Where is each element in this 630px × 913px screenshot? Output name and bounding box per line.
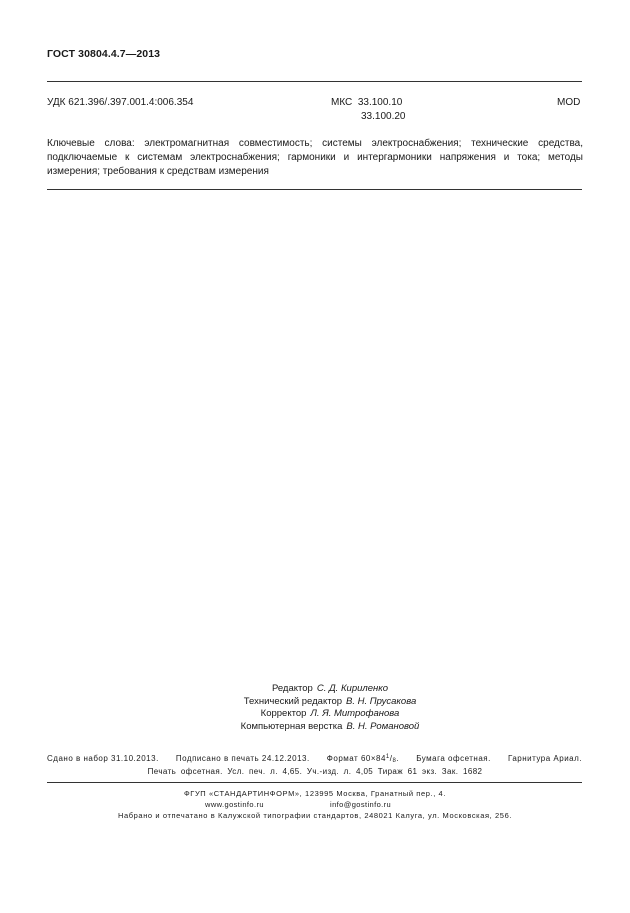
divider <box>47 81 582 82</box>
mks-code-1 <box>331 97 402 108</box>
udk-code: УДК 621.396/.397.001.4:006.354 <box>47 97 194 108</box>
mks-label: МКС <box>331 97 353 108</box>
editor-name: В. Н. Прусакова <box>346 695 417 707</box>
sent-date: Сдано в набор 31.10.2013. <box>47 754 159 763</box>
editor-role: Редактор <box>271 683 313 694</box>
format-sup: 1 <box>385 754 390 760</box>
publication-info-line-2: Печать офсетная. Усл. печ. л. 4,65. Уч.-изд. л. 4,05 Тираж 61 экз. Зак. 1682 <box>147 767 483 776</box>
editor-line <box>30 721 630 734</box>
paper: Бумага офсетная. <box>416 754 491 763</box>
editor-role: Компьютерная верстка <box>240 720 343 732</box>
format: Формат $60\times 84^1/8$. <box>326 754 400 764</box>
format-sub: 8 <box>392 758 397 764</box>
mks-code-2: 33.100.20 <box>361 111 406 122</box>
typeface: Гарнитура Ариал. <box>507 754 582 763</box>
publisher-address: ФГУП «СТАНДАРТИНФОРМ», 123995 Москва, Гранатный пер., 4. <box>183 789 447 798</box>
editor-name: Л. Я. Митрофанова <box>310 708 400 720</box>
mod-label: MOD <box>557 97 581 108</box>
editor-line <box>30 708 630 721</box>
publication-info-line-1 <box>47 754 582 764</box>
editor-name: С. Д. Кириленко <box>316 683 389 694</box>
editors-block <box>0 683 630 733</box>
format-label: Формат <box>326 754 359 763</box>
mks-value-1: 33.100.10 <box>357 97 403 108</box>
printing-info: Набрано и отпечатано в Калужской типографии стандартов, 248021 Калуга, ул. Московская, 256. <box>117 811 513 820</box>
format-value: 60×84 <box>360 754 386 763</box>
editor-line <box>30 683 630 696</box>
website-link[interactable]: www.gostinfo.ru <box>205 800 264 809</box>
editor-role: Корректор <box>260 708 307 720</box>
email-link[interactable]: info@gostinfo.ru <box>330 800 392 809</box>
signed-date: Подписано в печать 24.12.2013. <box>175 754 310 763</box>
editor-line <box>30 696 630 709</box>
editor-role: Технический редактор <box>243 695 343 707</box>
divider <box>47 189 582 190</box>
divider <box>47 782 582 783</box>
editor-name: В. Н. Романовой <box>346 720 420 732</box>
document-code: ГОСТ 30804.4.7—2013 <box>47 48 161 60</box>
keywords-paragraph: Ключевые слова: электромагнитная совместимость; системы электроснабжения; технические средства, подключаемые к системам электроснабжения; гармоники и интергармоники напряжения и тока; методы измерения; требования к средствам измерения <box>47 138 583 178</box>
